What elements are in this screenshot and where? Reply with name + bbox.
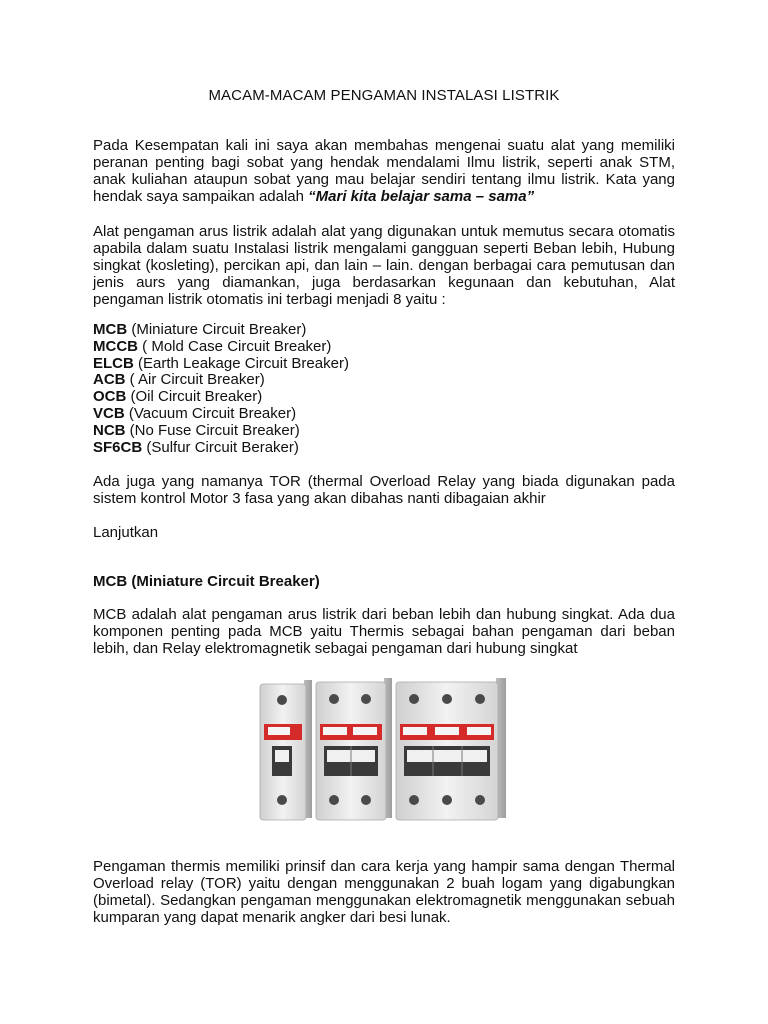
- intro-quote: “Mari kita belajar sama – sama”: [308, 188, 535, 205]
- breaker-desc: ( Air Circuit Breaker): [125, 371, 265, 389]
- breaker-abbr: ELCB: [93, 354, 134, 372]
- breaker-desc: (Miniature Circuit Breaker): [127, 321, 307, 338]
- mcb-breakers-photo: [258, 672, 510, 822]
- list-item: [93, 406, 675, 423]
- paragraph-mcb: MCB adalah alat pengaman arus listrik dari beban lebih dan hubung singkat. Ada dua komponen penting pada MCB yaitu Thermis sebagai bahan pengaman dari beban lebih, dan Relay elektromagnetik sebagai pengaman dari hubung singkat: [93, 606, 675, 657]
- breaker-1-pole: [260, 680, 312, 820]
- breaker-desc: (Vacuum Circuit Breaker): [124, 404, 297, 422]
- breaker-abbr: OCB: [93, 388, 127, 406]
- list-item: [93, 423, 675, 440]
- lanjutkan-text: Lanjutkan: [93, 524, 159, 541]
- breaker-desc: (Sulfur Circuit Beraker): [142, 438, 299, 456]
- breaker-abbr: ACB: [93, 371, 126, 389]
- breaker-abbr: VCB: [93, 404, 125, 422]
- list-item: [93, 440, 675, 457]
- list-item: [93, 356, 675, 373]
- paragraph-tor: Ada juga yang namanya TOR (thermal Overload Relay yang biada digunakan pada sistem kontrol Motor 3 fasa yang akan dibahas nanti dibagaian akhir: [93, 473, 675, 507]
- document-title: MACAM-MACAM PENGAMAN INSTALASI LISTRIK: [208, 87, 560, 104]
- breaker-desc: (Oil Circuit Breaker): [126, 388, 263, 406]
- list-item: [93, 339, 675, 356]
- paragraph-thermis: Pengaman thermis memiliki prinsif dan cara kerja yang hampir sama dengan Thermal Overload relay (TOR) yaitu dengan menggunakan 2 buah logam yang digabungkan (bimetal). Sedangkan pengaman menggunakan elektromagnetik menggunakan sebuah kumparan yang dapat menarik angker dari besi lunak.: [93, 858, 675, 926]
- breaker-abbr: MCCB: [93, 337, 138, 355]
- intro-paragraph: [93, 137, 675, 205]
- breaker-list: [93, 322, 675, 456]
- breaker-3-pole: [396, 678, 506, 820]
- mcb-heading: MCB (Miniature Circuit Breaker): [93, 573, 320, 590]
- list-item: [93, 389, 675, 406]
- list-item: [93, 372, 675, 389]
- breaker-desc: ( Mold Case Circuit Breaker): [138, 337, 332, 355]
- breaker-abbr: SF6CB: [93, 438, 143, 456]
- breaker-desc: (No Fuse Circuit Breaker): [125, 421, 300, 439]
- breaker-desc: (Earth Leakage Circuit Breaker): [133, 354, 349, 372]
- breaker-2-pole: [316, 678, 392, 820]
- intro-text: Pada Kesempatan kali ini saya akan membahas mengenai suatu alat yang memiliki peranan penting bagi sobat yang hendak mendalami Ilmu listrik, seperti anak STM, anak kuliahan ataupun sobat yang mau belajar sendiri tentang ilmu listrik. Kata yang hendak saya sampaikan adalah: [93, 137, 675, 205]
- breaker-abbr: NCB: [93, 421, 126, 439]
- breaker-abbr: MCB: [93, 321, 128, 338]
- paragraph-alat-pengaman: Alat pengaman arus listrik adalah alat yang digunakan untuk memutus secara otomatis apabila dalam suatu Instalasi listrik mengalami gangguan seperti Beban lebih, Hubung singkat (kosleting), percikan api, dan lain – lain. dengan berbagai cara pemutusan dan jenis aurs yang diamankan, juga berdasarkan kegunaan dan kebutuhan, Alat pengaman listrik otomatis ini terbagi menjadi 8 yaitu :: [93, 223, 675, 308]
- list-item: [93, 322, 675, 339]
